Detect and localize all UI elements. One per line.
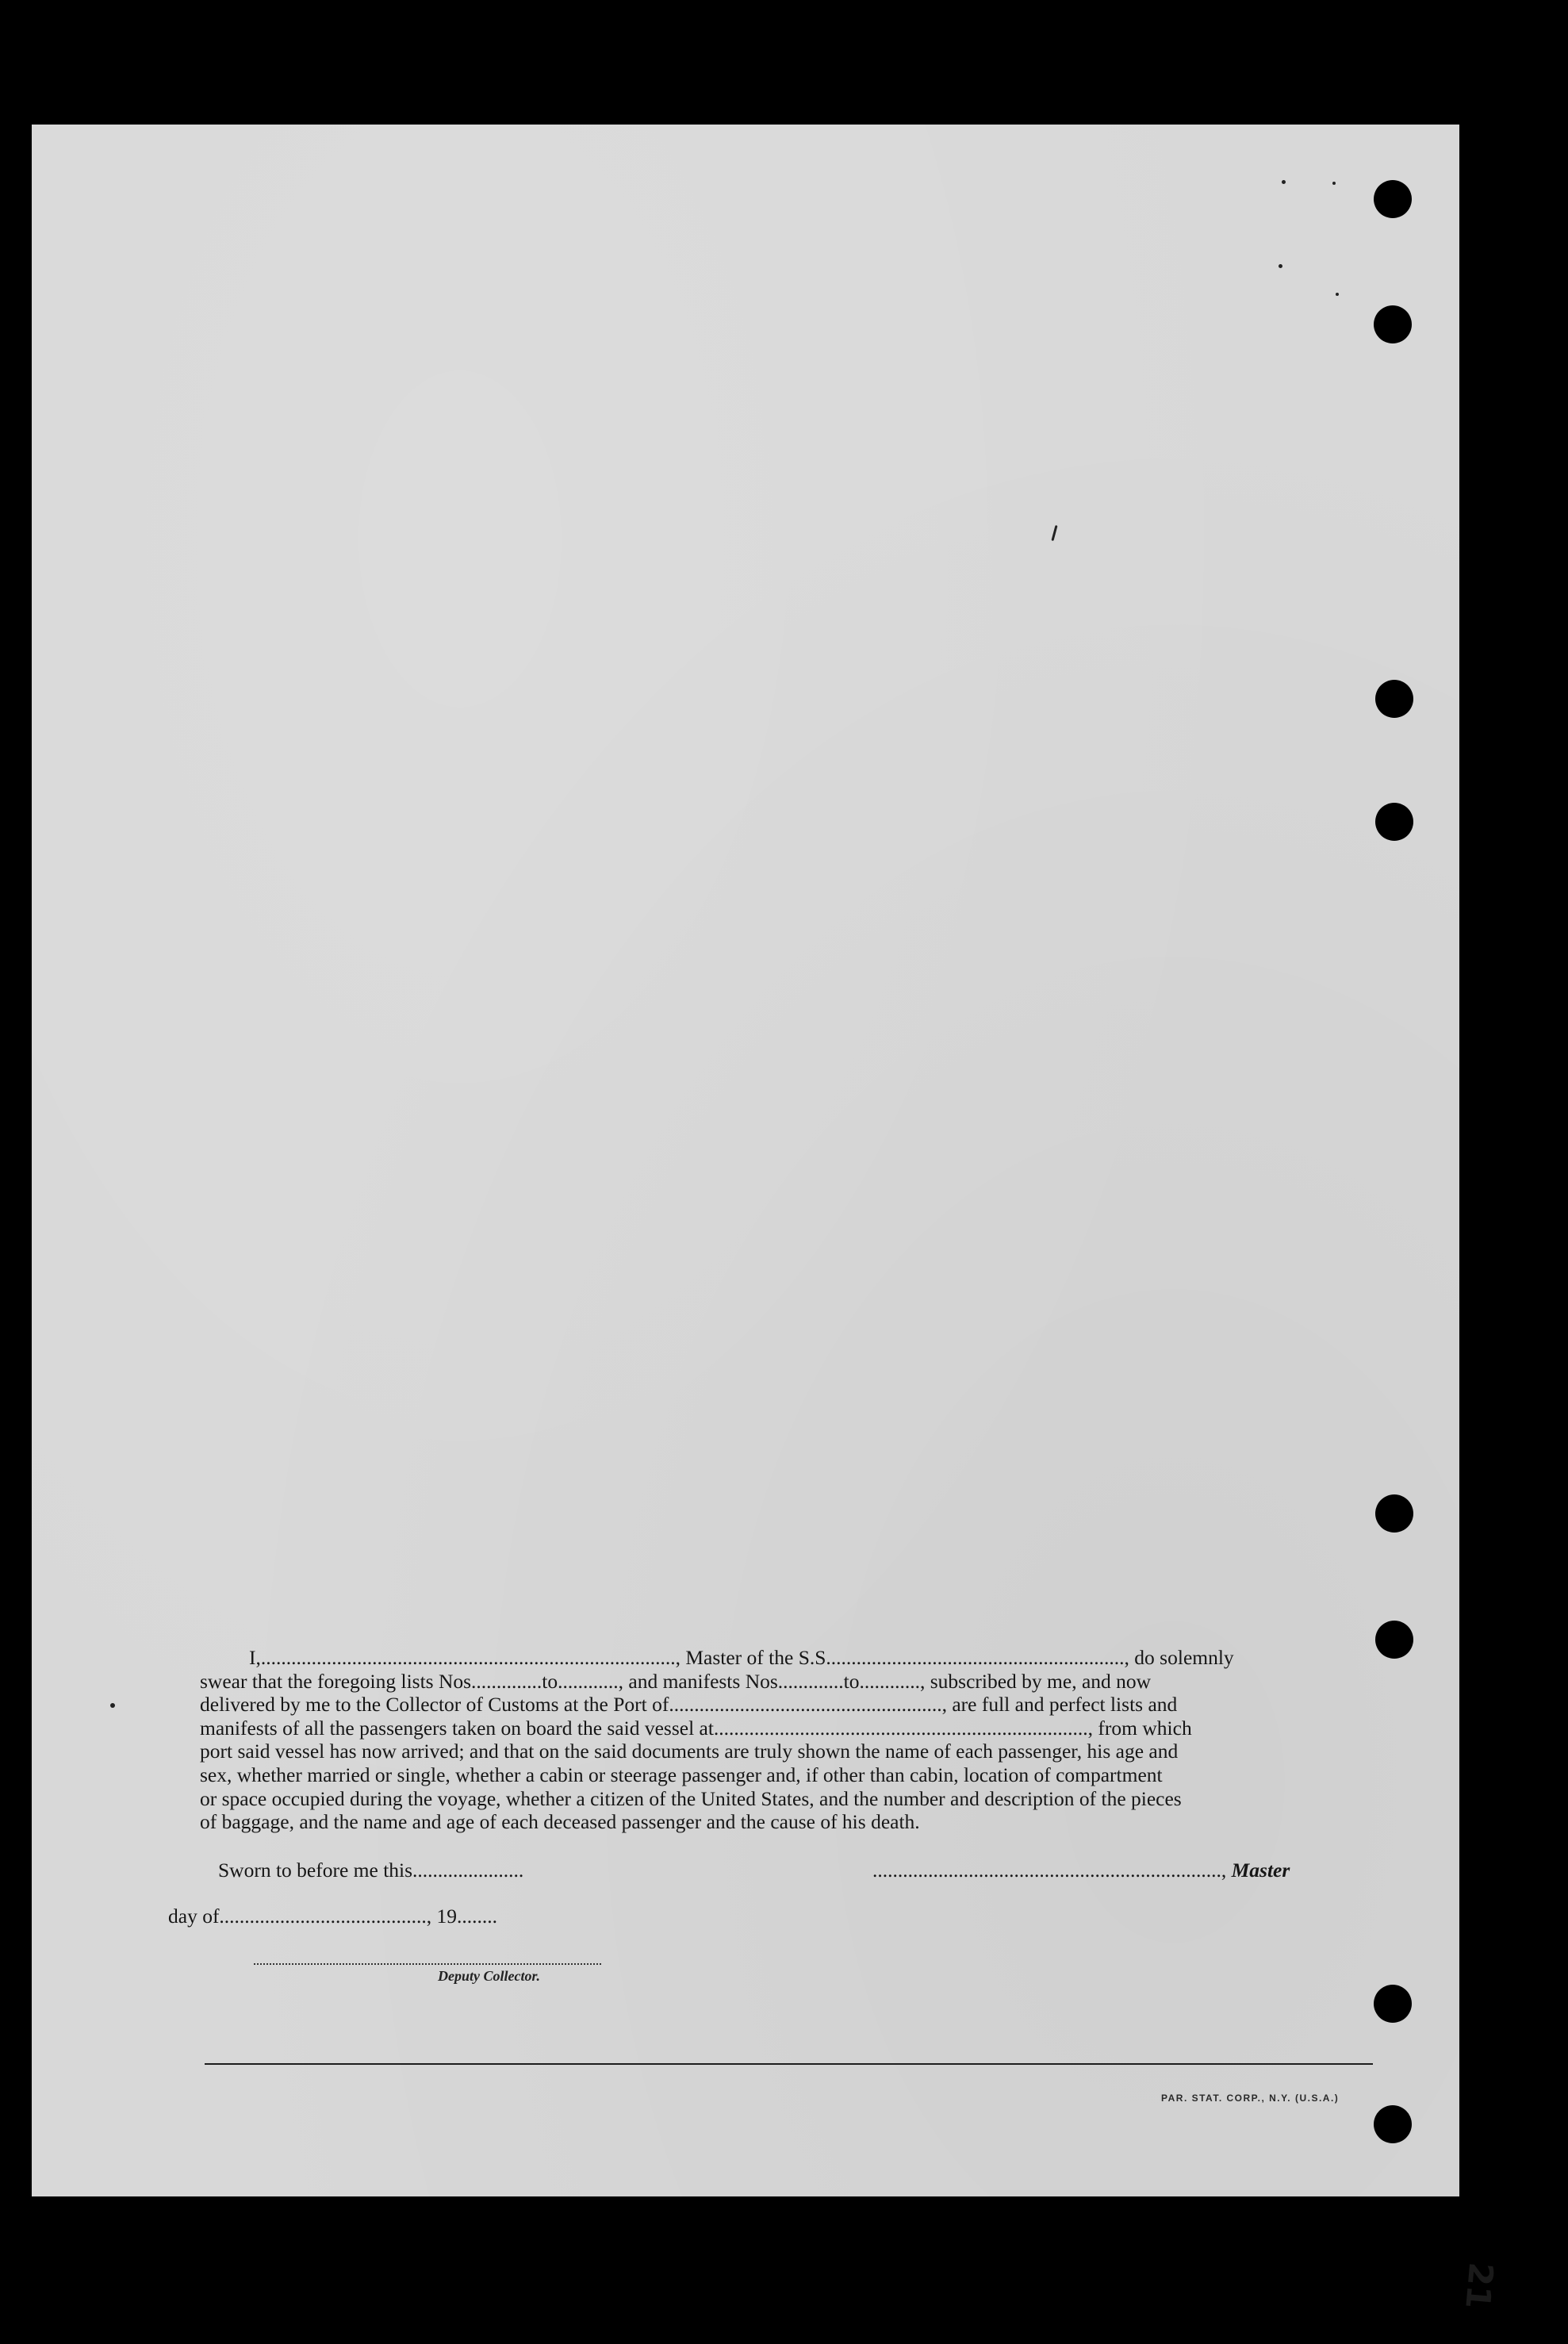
bleed-through-mark: [111, 569, 114, 599]
oath-line: I,.................................................................................., Master of the S.S..........................................................., do solemnly: [249, 1646, 1234, 1669]
oath-line: swear that the foregoing lists Nos..............to............, and manifests Nos.............to............, subscribed by me, and now: [200, 1669, 1152, 1693]
scan-speck: [1332, 182, 1336, 185]
master-signature-line: [872, 1859, 1290, 1882]
oath-line: or space occupied during the voyage, whether a citizen of the United States, and the number and description of the pieces: [200, 1786, 1182, 1810]
horizontal-rule: [205, 2063, 1373, 2065]
oath-line: sex, whether married or single, whether a cabin or steerage passenger and, if other than cabin, location of compartment: [200, 1763, 1163, 1786]
day-of-text: day of........................................., 19........: [168, 1905, 498, 1928]
scan-speck: [110, 1703, 115, 1708]
scan-speck: [1279, 264, 1282, 268]
oath-line: of baggage, and the name and age of each deceased passenger and the cause of his death.: [200, 1810, 920, 1834]
scan-speck: [1336, 293, 1339, 296]
binder-hole: [1375, 680, 1413, 718]
sworn-line: [218, 1859, 523, 1882]
handwritten-page-number: 21: [1458, 2261, 1501, 2311]
master-label: Master: [1231, 1859, 1290, 1882]
binder-hole: [1375, 803, 1413, 841]
oath-paragraph: [200, 1646, 1383, 1834]
deputy-signature-line: [254, 1963, 601, 1965]
scan-speck: [1282, 180, 1286, 184]
scan-speck: [1051, 525, 1057, 541]
binder-hole: [1374, 2105, 1412, 2143]
printer-imprint: PAR. STAT. CORP., N.Y. (U.S.A.): [1161, 2093, 1340, 2104]
scanned-page: [32, 125, 1501, 2311]
day-of-line: [168, 1905, 497, 1928]
binder-hole: [1374, 1985, 1412, 2023]
binder-hole: [1375, 1494, 1413, 1533]
oath-line: delivered by me to the Collector of Customs at the Port of......................................................, are full and perfect lists and: [200, 1693, 1178, 1717]
binder-hole: [1374, 180, 1412, 218]
oath-line: manifests of all the passengers taken on board the said vessel at.........................................................................., from which: [200, 1716, 1192, 1740]
sworn-text: Sworn to before me this......................: [218, 1859, 524, 1882]
binder-hole: [1374, 305, 1412, 343]
master-dots: .....................................................................,: [872, 1859, 1227, 1882]
deputy-collector-label: Deputy Collector.: [438, 1968, 540, 1984]
oath-line: port said vessel has now arrived; and that on the said documents are truly shown the name of each passenger, his age and: [200, 1740, 1179, 1763]
